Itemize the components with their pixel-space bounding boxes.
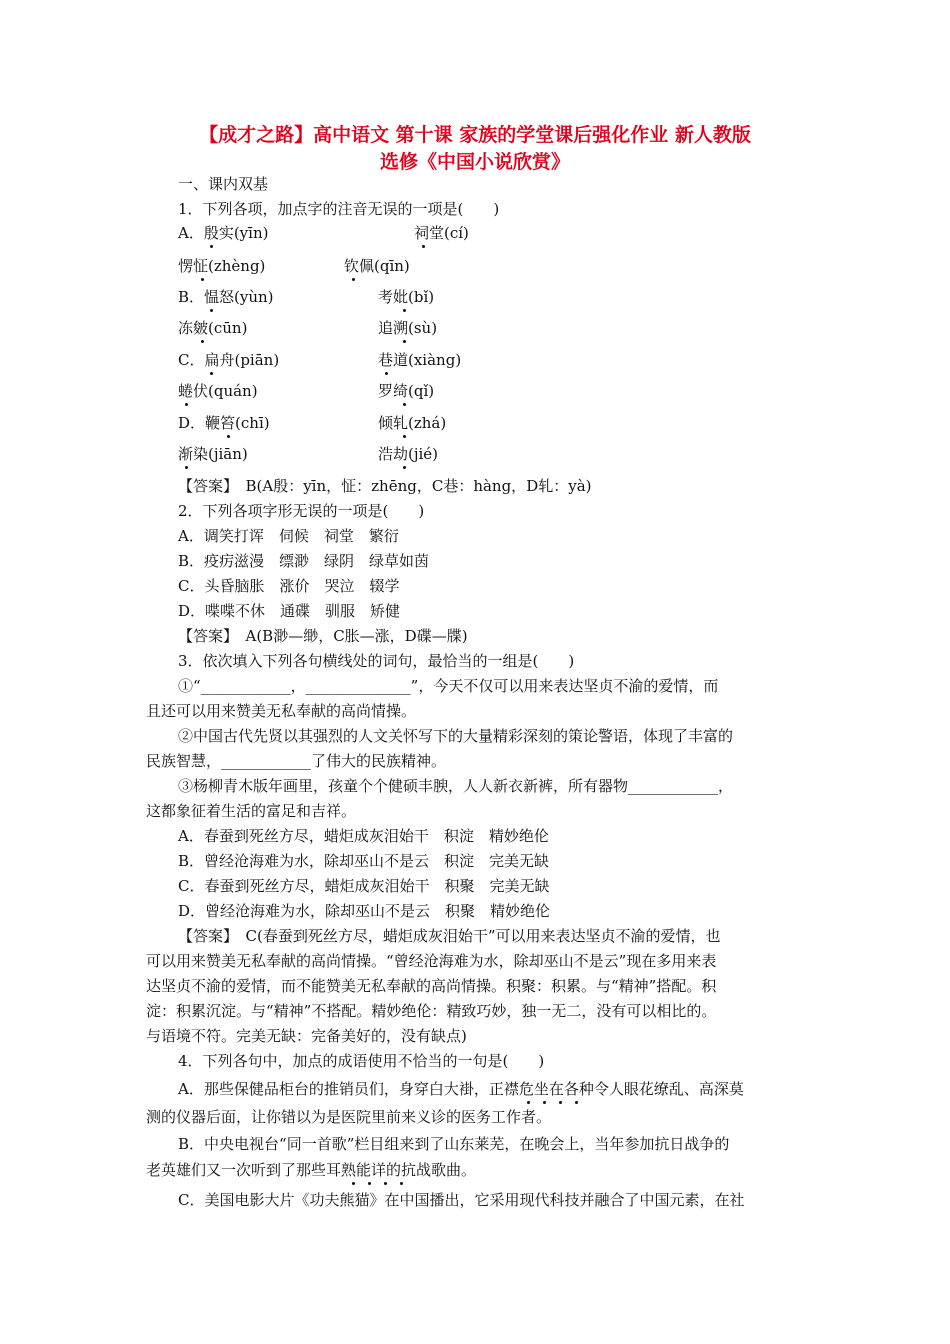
q3-answer-line4: 淀：积累沉淀。与“精神”不搭配。精妙绝伦：精致巧妙，独一无二，没有可以相比的。: [146, 1002, 717, 1020]
q1-option-d-1: D．鞭笞(chī): [178, 414, 270, 432]
emphasis-dot: [368, 1182, 371, 1185]
q2-option-c: C．头昏脑胀 涨价 哭泣 辍学: [178, 577, 400, 595]
q2-option-d: D．喋喋不休 通碟 驯服 矫健: [178, 602, 401, 620]
emphasis-dot: [403, 435, 406, 438]
q4-stem: 4．下列各句中，加点的成语使用不恰当的一句是( ): [178, 1052, 545, 1070]
q3-answer-line3: 达坚贞不渝的爱情，而不能赞美无私奉献的高尚情操。积聚：积累。与“精神”搭配。积: [146, 977, 717, 995]
q3-sentence1-line2: 且还可以用来赞美无私奉献的高尚情操。: [146, 702, 417, 720]
section-heading: 一、课内双基: [178, 175, 269, 193]
emphasis-dot: [210, 372, 213, 375]
q1-option-b-3: 冻皴(cūn): [178, 319, 248, 337]
q2-option-a: A．调笑打诨 伺候 祠堂 繁衍: [178, 527, 399, 545]
q2-stem: 2．下列各项字形无误的一项是( ): [178, 502, 425, 520]
emphasis-dot: [201, 340, 204, 343]
q3-option-a: A．春蚕到死丝方尽，蜡炬成灰泪始干 积淀 精妙绝伦: [178, 827, 549, 845]
q1-option-d-3: 渐染(jiān): [178, 445, 248, 463]
q1-answer: 【答案】 B(A殷：yīn，怔：zhēng，C巷：hàng，D轧：yà): [178, 477, 592, 495]
q1-option-a-3: 愣怔(zhèng): [178, 257, 266, 275]
emphasis-dot: [543, 1101, 546, 1104]
emphasis-dot: [352, 1182, 355, 1185]
q1-option-b-2: 考妣(bǐ): [378, 288, 435, 306]
emphasis-dot: [210, 245, 213, 248]
q1-option-a-4: 钦佩(qīn): [344, 257, 410, 275]
q1-option-b-1: B．愠怒(yùn): [178, 288, 274, 306]
q1-option-d-4: 浩劫(jié): [378, 445, 439, 463]
emphasis-dot: [185, 466, 188, 469]
q2-answer: 【答案】 A(B渺—缈，C胀—涨，D碟—牒): [178, 627, 468, 645]
emphasis-dot: [422, 245, 425, 248]
q3-sentence3-line1: ③杨柳青木版年画里，孩童个个健硕丰腴，人人新衣新裤，所有器物____________，: [178, 777, 734, 795]
q3-option-d: D．曾经沧海难为水，除却巫山不是云 积聚 精妙绝伦: [178, 902, 551, 920]
emphasis-dot: [575, 1101, 578, 1104]
q1-stem: 1．下列各项，加点字的注音无误的一项是( ): [178, 200, 500, 218]
q3-sentence2-line1: ②中国古代先贤以其强烈的人文关怀写下的大量精彩深刻的策论警语，体现了丰富的: [178, 727, 734, 745]
q4-option-a-line2: 测的仪器后面，让你错以为是医院里前来义诊的医务工作者。: [146, 1108, 552, 1126]
q3-stem: 3．依次填入下列各句横线处的词句，最恰当的一组是( ): [178, 652, 575, 670]
q1-option-a-2: 祠堂(cí): [414, 224, 469, 242]
emphasis-dot: [352, 278, 355, 281]
emphasis-dot: [210, 309, 213, 312]
emphasis-dot: [384, 1182, 387, 1185]
q3-answer-line5: 与语境不符。完美无缺：完备美好的，没有缺点): [146, 1027, 467, 1045]
emphasis-dot: [201, 278, 204, 281]
emphasis-dot: [227, 435, 230, 438]
q1-option-c-4: 罗绮(qǐ): [378, 382, 435, 400]
document-title-line1: 【成才之路】高中语文 第十课 家族的学堂课后强化作业 新人教版: [199, 124, 751, 146]
q2-option-b: B．疫疠滋漫 缥渺 绿阴 绿草如茵: [178, 552, 430, 570]
q3-sentence2-line2: 民族智慧，____________了伟大的民族精神。: [146, 752, 447, 770]
q4-option-c-line1: C．美国电影大片《功夫熊猫》在中国播出，它采用现代科技并融合了中国元素，在社: [178, 1191, 745, 1209]
q1-option-c-3: 蜷伏(quán): [178, 382, 258, 400]
q3-sentence1-line1: ①“____________，______________”，今天不仅可以用来表达坚贞不渝的爱情，而: [178, 677, 719, 695]
emphasis-dot: [400, 1182, 403, 1185]
q4-option-b-line1: B．中央电视台“同一首歌”栏目组来到了山东莱芜，在晚会上，当年参加抗日战争的: [178, 1135, 730, 1153]
q1-option-d-2: 倾轧(zhá): [378, 414, 447, 432]
q3-answer-line1: 【答案】 C(春蚕到死丝方尽，蜡炬成灰泪始干”可以用来表达坚贞不渝的爱情，也: [178, 927, 721, 945]
emphasis-dot: [385, 372, 388, 375]
q3-option-b: B．曾经沧海难为水，除却巫山不是云 积淀 完美无缺: [178, 852, 550, 870]
emphasis-dot: [185, 403, 188, 406]
emphasis-dot: [403, 309, 406, 312]
q4-option-b-line2: 老英雄们又一次听到了那些耳熟能详的抗战歌曲。: [146, 1161, 477, 1179]
emphasis-dot: [527, 1101, 530, 1104]
document-title-line2: 选修《中国小说欣赏》: [379, 151, 570, 173]
q1-option-c-1: C．扁舟(piān): [178, 351, 280, 369]
q3-sentence3-line2: 这都象征着生活的富足和吉祥。: [146, 802, 357, 820]
q1-option-a-1: A．殷实(yīn): [178, 224, 269, 242]
emphasis-dot: [559, 1101, 562, 1104]
emphasis-dot: [403, 403, 406, 406]
q1-option-c-2: 巷道(xiàng): [378, 351, 462, 369]
q1-option-b-4: 追溯(sù): [378, 319, 438, 337]
q3-option-c: C．春蚕到死丝方尽，蜡炬成灰泪始干 积聚 完美无缺: [178, 877, 550, 895]
q4-option-a-line1: A．那些保健品柜台的推销员们，身穿白大褂，正襟危坐在各种令人眼花缭乱、高深莫: [178, 1080, 744, 1098]
emphasis-dot: [403, 340, 406, 343]
emphasis-dot: [403, 466, 406, 469]
q3-answer-line2: 可以用来赞美无私奉献的高尚情操。“曾经沧海难为水，除却巫山不是云”现在多用来表: [146, 952, 717, 970]
